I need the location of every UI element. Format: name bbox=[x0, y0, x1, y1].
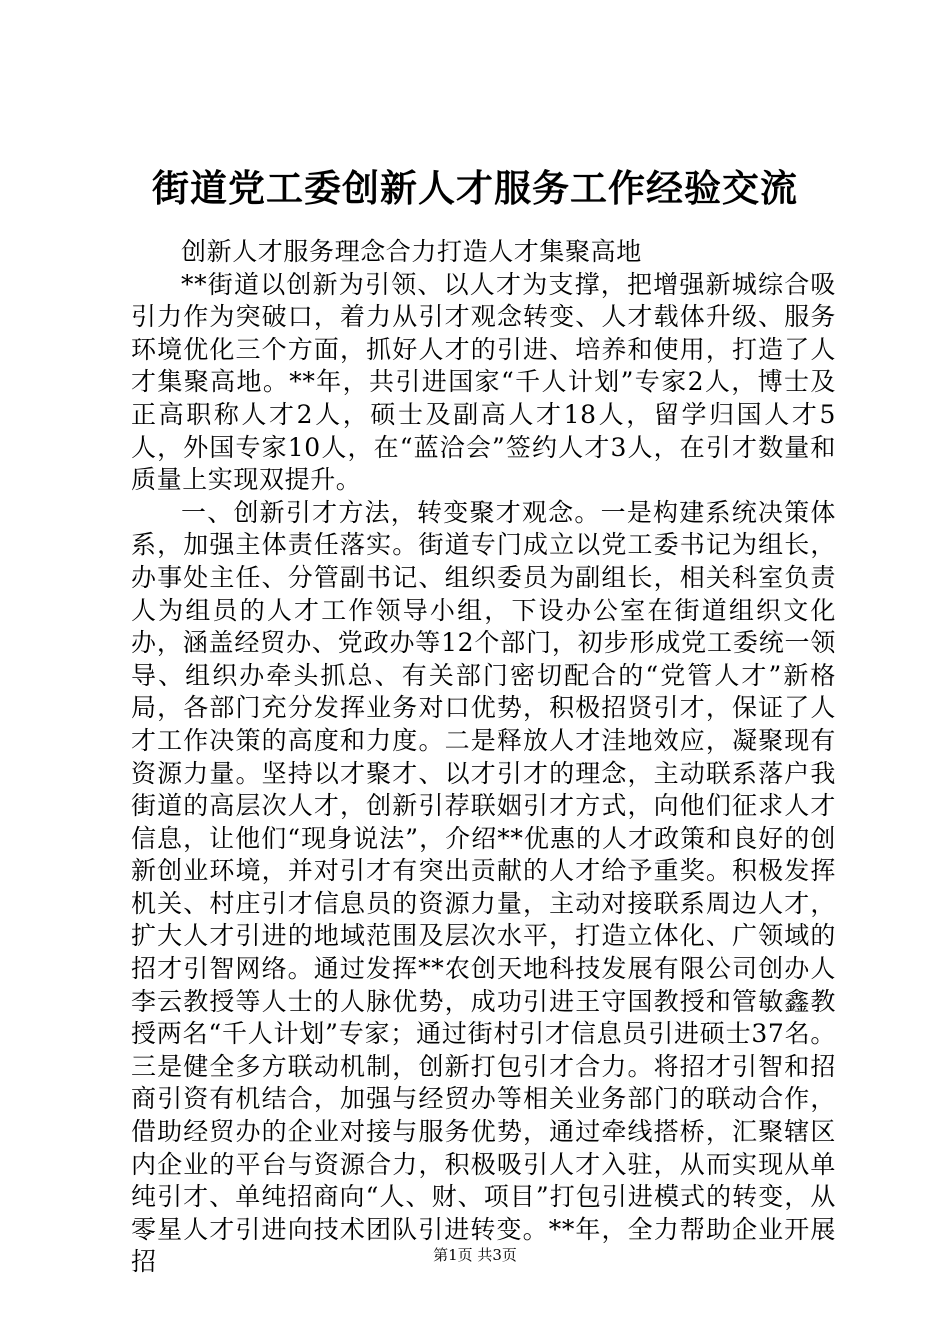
page-number-footer: 第1页 共3页 bbox=[433, 1246, 517, 1264]
document-body bbox=[131, 236, 836, 1279]
intro-paragraph: **街道以创新为引领、以人才为支撑，把增强新城综合吸引力作为突破口，着力从引才观念转变、人才载体升级、服务环境优化三个方面，抓好人才的引进、培养和使用，打造了人才集聚高地。**年，共引进国家“千人计划”专家2人，博士及正高职称人才2人，硕士及副高人才18人，留学归国人才5人，外国专家10人，在“蓝洽会”签约人才3人，在引才数量和质量上实现双提升。 bbox=[131, 269, 836, 495]
document-title: 街道党工委创新人才服务工作经验交流 bbox=[152, 166, 798, 210]
subtitle-paragraph: 创新人才服务理念合力打造人才集聚高地 bbox=[181, 237, 642, 266]
section-one-paragraph: 一、创新引才方法，转变聚才观念。一是构建系统决策体系，加强主体责任落实。街道专门成立以党工委书记为组长，办事处主任、分管副书记、组织委员为副组长，相关科室负责人为组员的人才工作领导小组，下设办公室在街道组织文化办，涵盖经贸办、党政办等12个部门，初步形成党工委统一领导、组织办牵头抓总、有关部门密切配合的“党管人才”新格局，各部门充分发挥业务对口优势，积极招贤引才，保证了人才工作决策的高度和力度。二是释放人才洼地效应，凝聚现有资源力量。坚持以才聚才、以才引才的理念，主动联系落户我街道的高层次人才，创新引荐联姻引才方式，向他们征求人才信息，让他们“现身说法”，介绍**优惠的人才政策和良好的创新创业环境，并对引才有突出贡献的人才给予重奖。积极发挥机关、村庄引才信息员的资源力量，主动对接联系周边人才，扩大人才引进的地域范围及层次水平，打造立体化、广领域的招才引智网络。通过发挥**农创天地科技发展有限公司创办人李云教授等人士的人脉优势，成功引进王守国教授和管敏鑫教授两名“千人计划”专家；通过街村引才信息员引进硕士37名。三是健全多方联动机制，创新打包引才合力。将招才引智和招商引资有机结合，加强与经贸办等相关业务部门的联动合作，借助经贸办的企业对接与服务优势，通过牵线搭桥，汇聚辖区内企业的平台与资源合力，积极吸引人才入驻，从而实现从单纯引才、单纯招商向“人、财、项目”打包引进模式的转变，从零星人才引进向技术团队引进转变。**年，全力帮助企业开展招 bbox=[131, 497, 836, 1277]
